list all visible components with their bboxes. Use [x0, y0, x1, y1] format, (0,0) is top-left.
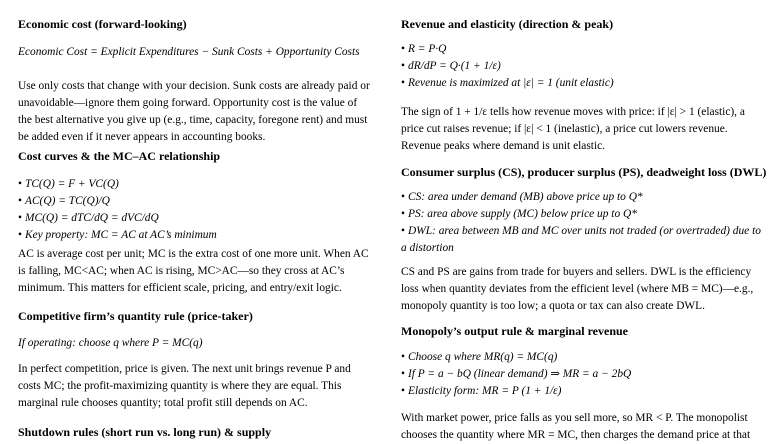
- list-item: • MC(Q) = dTC/dQ = dVC/dQ: [18, 210, 370, 227]
- list-item: • DWL: area between MB and MC over units not traded (or overtraded) due to a distortion: [401, 223, 769, 257]
- revenue-elasticity-heading: Revenue and elasticity (direction & peak): [401, 17, 614, 31]
- cost-curves-bullets: [18, 176, 370, 244]
- revenue-elasticity-body: The sign of 1 + 1/ε tells how revenue moves with price: if |ε| > 1 (elastic), a price cut raises revenue; if |ε| < 1 (inelastic), a price cut lowers revenue. Revenue peaks where demand is unit elastic.: [401, 106, 745, 152]
- cost-curves-heading: Cost curves & the MC–AC relationship: [18, 149, 221, 163]
- list-item: • Elasticity form: MR = P (1 + 1/ε): [401, 383, 769, 400]
- competitive-firm-rule: If operating: choose q where P = MC(q): [18, 337, 203, 349]
- list-item: • AC(Q) = TC(Q)/Q: [18, 193, 370, 210]
- revenue-elasticity-bullets: [401, 41, 769, 92]
- shutdown-heading: Shutdown rules (short run vs. long run) & supply: [18, 425, 272, 439]
- list-item: • PS: area above supply (MC) below price up to Q*: [401, 206, 769, 223]
- cost-curves-body: AC is average cost per unit; MC is the extra cost of one more unit. When AC is falling, MC<AC; when AC is rising, MC>AC—so they cross at AC’s minimum. This matters for efficient scale, pricing, and entry/exit logic.: [18, 248, 369, 294]
- monopoly-bullets: [401, 349, 769, 400]
- surplus-bullets: [401, 189, 769, 257]
- list-item: • R = P·Q: [401, 41, 769, 58]
- monopoly-heading: Monopoly’s output rule & marginal revenue: [401, 324, 628, 338]
- list-item: • If P = a − bQ (linear demand) ⇒ MR = a − 2bQ: [401, 366, 769, 383]
- surplus-heading: Consumer surplus (CS), producer surplus (PS), deadweight loss (DWL): [401, 165, 767, 179]
- competitive-firm-body: In perfect competition, price is given. The next unit brings revenue P and costs MC; the profit-maximizing quantity is where they are equal. This marginal rule chooses quantity; total profit still depends on AC.: [18, 363, 351, 409]
- economic-cost-heading: Economic cost (forward-looking): [18, 17, 187, 31]
- economic-cost-body: Use only costs that change with your decision. Sunk costs are already paid or unavoidable—ignore them going forward. Opportunity cost is the value of the best alternative you give up (e.g., time, capacity, foregone rent) and must be added even if it never appears in accounting books.: [18, 80, 370, 143]
- monopoly-body: With market power, price falls as you sell more, so MR < P. The monopolist chooses the quantity where MR = MC, then charges the demand price at that: [401, 412, 751, 441]
- list-item: • Key property: MC = AC at AC’s minimum: [18, 227, 370, 244]
- surplus-body: CS and PS are gains from trade for buyers and sellers. DWL is the efficiency loss when quantity deviates from the efficient level (where MB = MC)—e.g., monopoly quantity is too low; a quota or tax can also create DWL.: [401, 266, 754, 312]
- list-item: • TC(Q) = F + VC(Q): [18, 176, 370, 193]
- competitive-firm-heading: Competitive firm’s quantity rule (price-taker): [18, 309, 253, 323]
- economic-cost-formula: Economic Cost = Explicit Expenditures − Sunk Costs + Opportunity Costs: [18, 46, 360, 58]
- list-item: • Choose q where MR(q) = MC(q): [401, 349, 769, 366]
- list-item: • dR/dP = Q·(1 + 1/ε): [401, 58, 769, 75]
- list-item: • Revenue is maximized at |ε| = 1 (unit elastic): [401, 75, 769, 92]
- list-item: • CS: area under demand (MB) above price up to Q*: [401, 189, 769, 206]
